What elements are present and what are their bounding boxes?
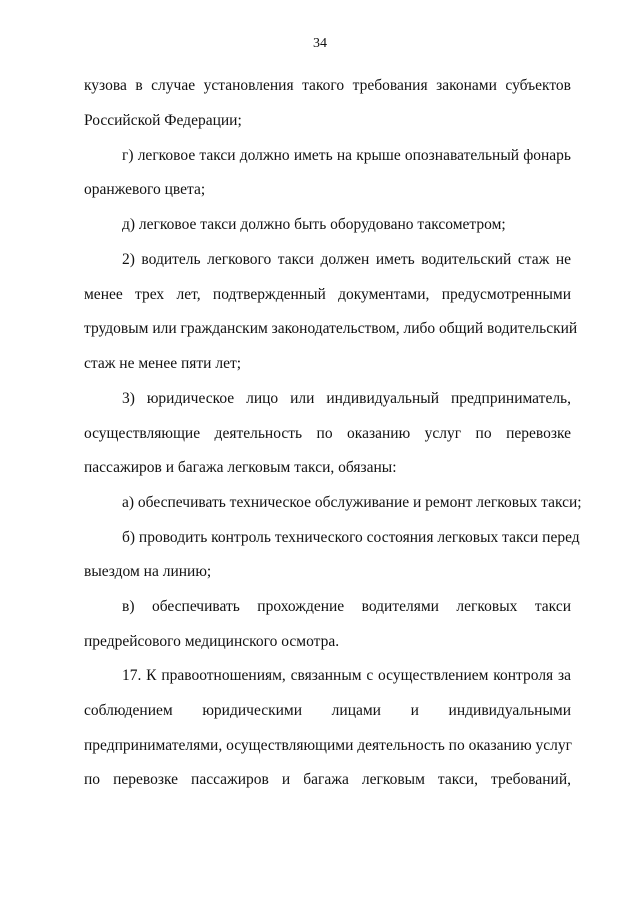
text-line: Российской Федерации; xyxy=(84,112,242,129)
text-line: д) легковое такси должно быть оборудовано таксометром; xyxy=(122,216,506,233)
text-line: стаж не менее пяти лет; xyxy=(84,355,242,372)
text-line: выездом на линию; xyxy=(84,563,212,580)
text-line: г) легковое такси должно иметь на крыше опознавательный фонарь xyxy=(122,147,571,164)
page-number: 34 xyxy=(313,36,327,51)
text-line: предрейсового медицинского осмотра. xyxy=(84,633,340,650)
text-line: в) обеспечивать прохождение водителями легковых такси xyxy=(122,598,571,615)
text-line: оранжевого цвета; xyxy=(84,181,206,198)
text-line: пассажиров и багажа легковым такси, обязаны: xyxy=(84,459,397,476)
text-line: 17. К правоотношениям, связанным с осуществлением контроля за xyxy=(122,667,571,684)
text-line: трудовым или гражданским законодательством, либо общий водительский xyxy=(84,320,578,337)
text-line: 2) водитель легкового такси должен иметь водительский стаж не xyxy=(122,251,571,268)
text-line: предпринимателями, осуществляющими деятельность по оказанию услуг xyxy=(84,737,573,754)
text-line: осуществляющие деятельность по оказанию услуг по перевозке xyxy=(84,425,571,442)
text-line: кузова в случае установления такого требования законами субъектов xyxy=(84,77,571,94)
text-line: а) обеспечивать техническое обслуживание и ремонт легковых такси; xyxy=(122,494,582,511)
text-line: б) проводить контроль технического состояния легковых такси перед xyxy=(122,529,580,546)
text-line: менее трех лет, подтвержденный документами, предусмотренными xyxy=(84,286,571,303)
text-line: 3) юридическое лицо или индивидуальный предприниматель, xyxy=(122,390,571,407)
text-line: соблюдением юридическими лицами и индивидуальными xyxy=(84,702,571,719)
text-line: по перевозке пассажиров и багажа легковым такси, требований, xyxy=(84,771,571,788)
